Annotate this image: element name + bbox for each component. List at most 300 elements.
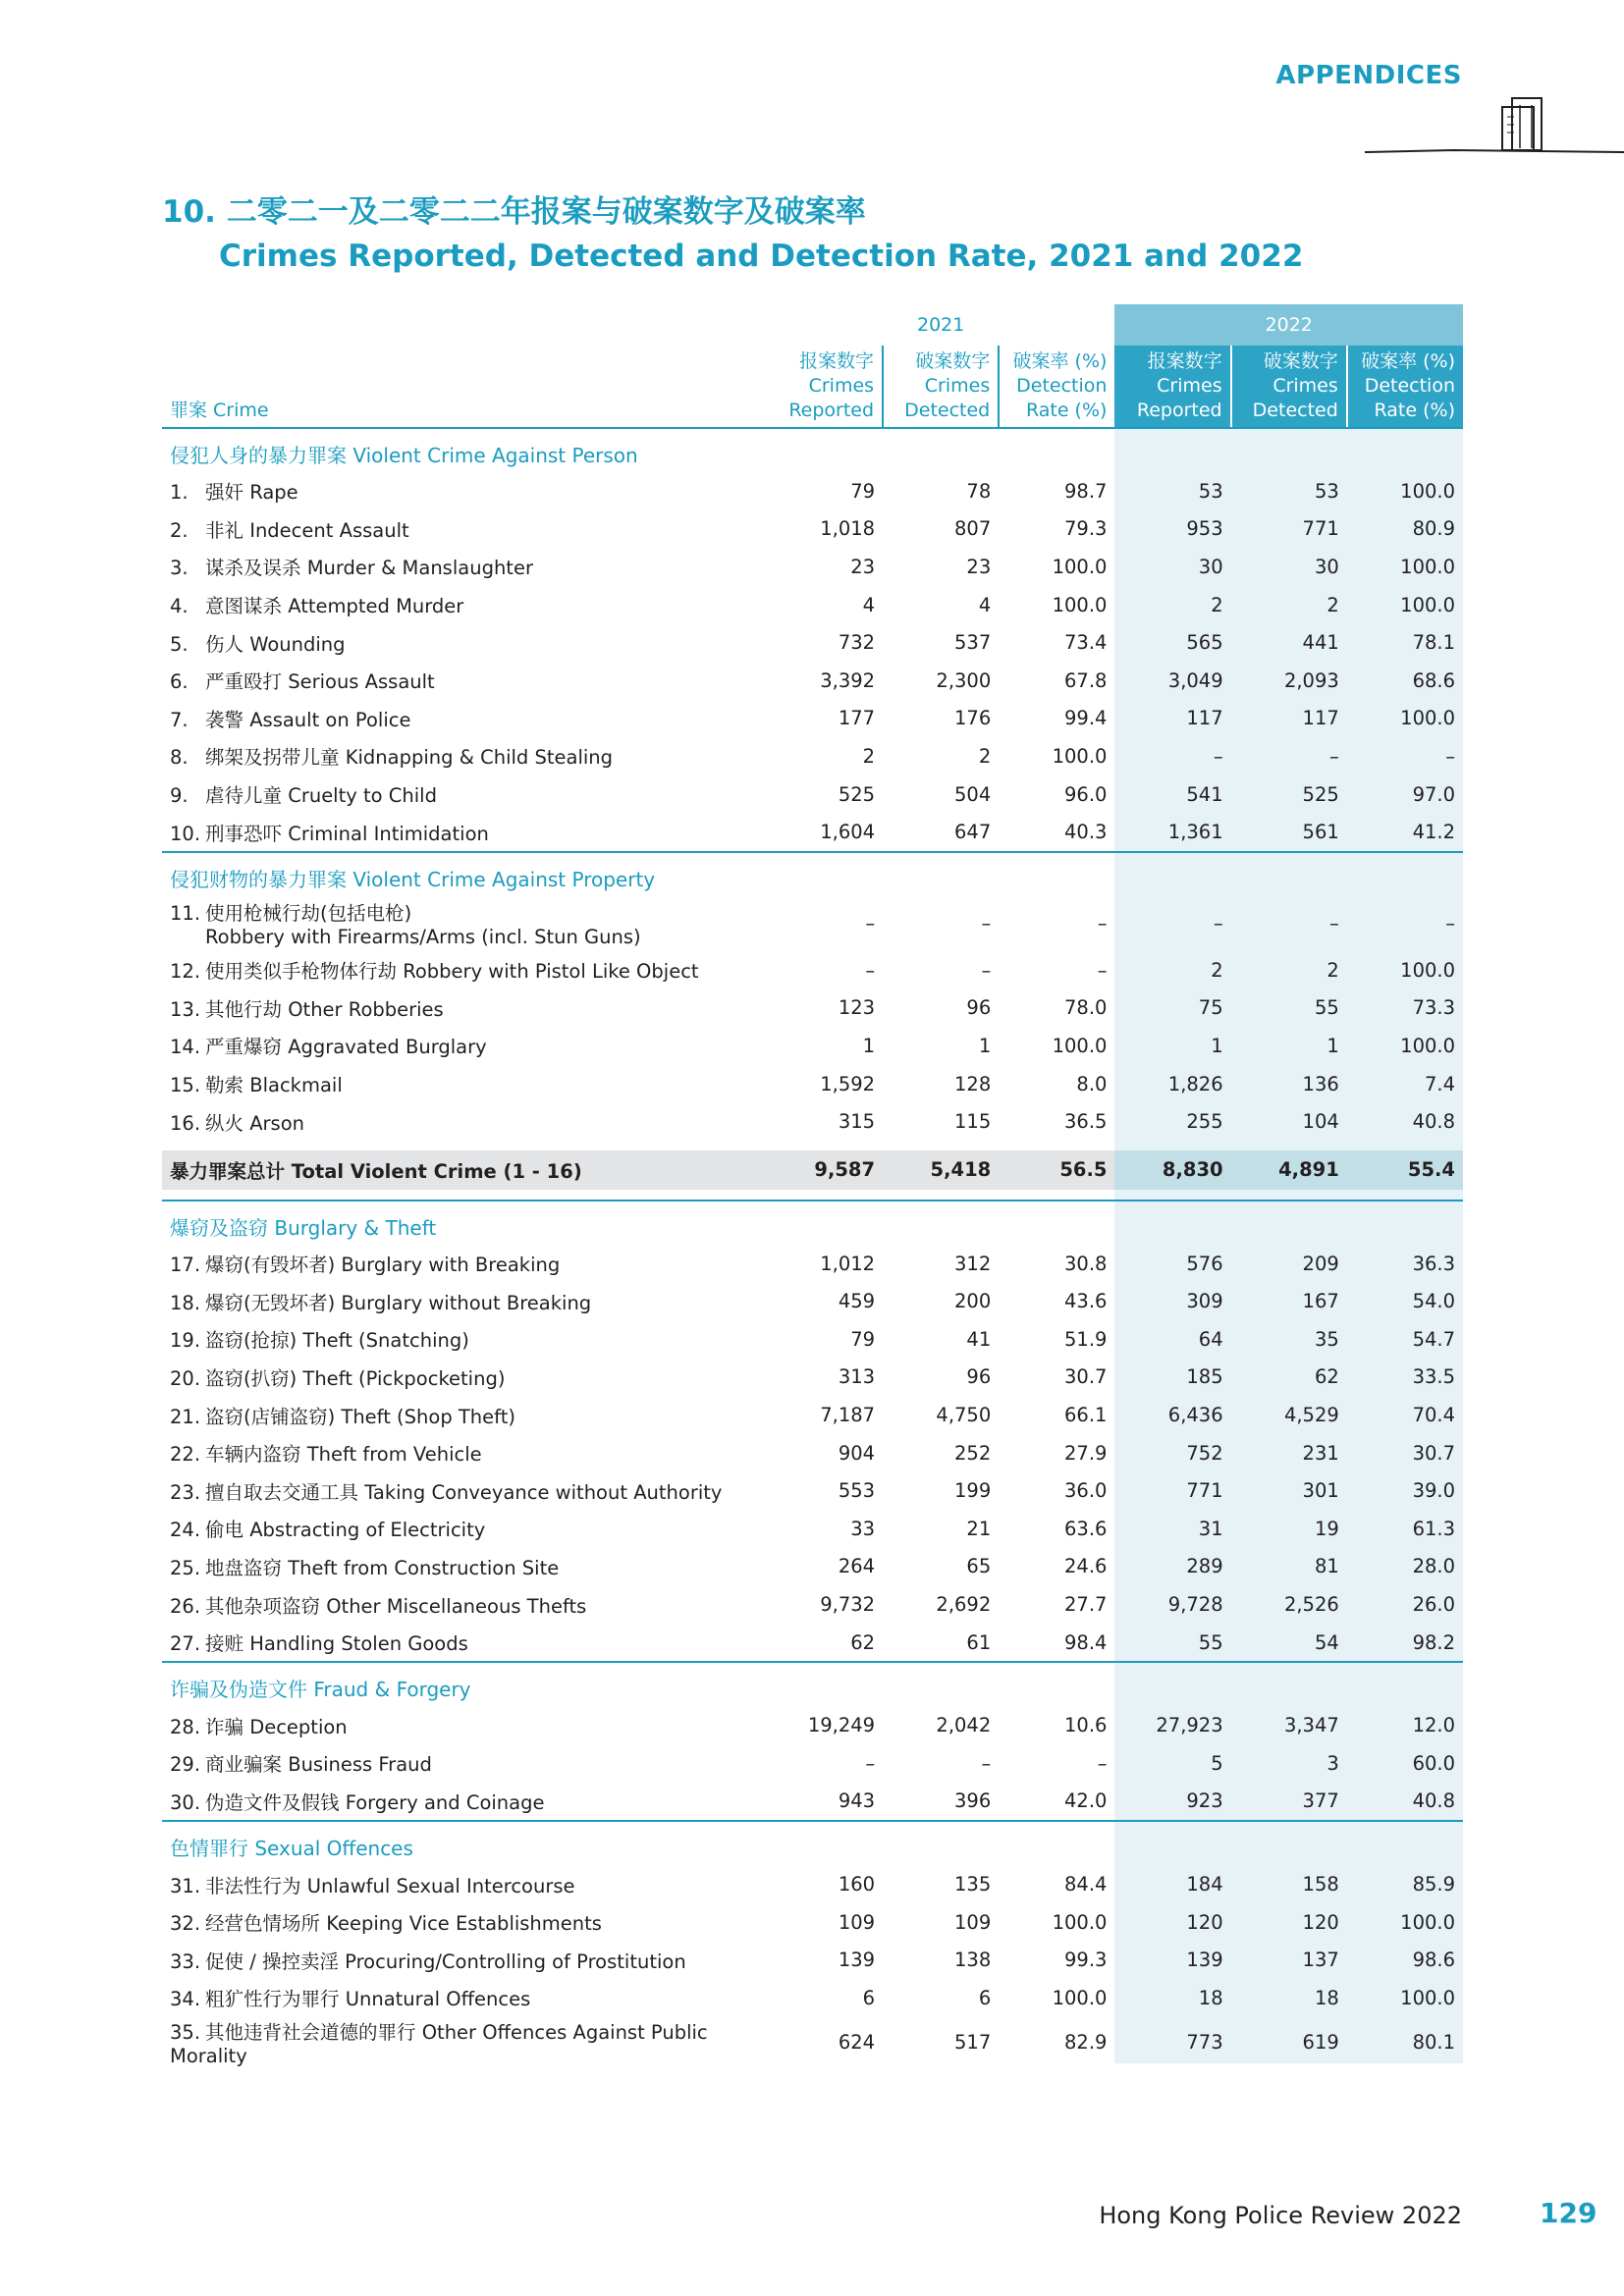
table-cell: 53 — [1198, 479, 1223, 503]
table-cell: 27.9 — [1064, 1441, 1108, 1465]
table-cell: 2 — [862, 744, 876, 768]
table-row — [162, 1744, 1463, 1783]
section-title: 诈骗及伪造文件 Fraud & Forgery — [162, 1662, 1463, 1706]
table-cell: 4 — [862, 593, 876, 616]
table-cell: – — [1213, 912, 1223, 935]
table-cell: 79 — [850, 1327, 876, 1351]
item-label: 非礼 Indecent Assault — [205, 518, 409, 542]
publication-name: Hong Kong Police Review 2022 — [1099, 2202, 1462, 2229]
table-cell: 56.5 — [999, 1150, 1114, 1190]
item-label: 袭警 Assault on Police — [205, 708, 411, 731]
table-cell: 30.8 — [1064, 1252, 1108, 1275]
table-cell: 200 — [954, 1290, 992, 1313]
item-number: 19. — [170, 1329, 201, 1353]
table-cell: – — [1445, 912, 1455, 935]
item-number: 18. — [170, 1291, 201, 1314]
table-row — [162, 896, 1463, 951]
table-cell: 1 — [1211, 1034, 1223, 1057]
table-cell: 619 — [1302, 2030, 1339, 2054]
table-cell: 84.4 — [1064, 1873, 1108, 1896]
table-cell: 61.3 — [1412, 1517, 1455, 1540]
table-cell: 36.3 — [1412, 1252, 1455, 1275]
table-row — [162, 586, 1463, 624]
table-cell: 2 — [1211, 593, 1223, 616]
item-number: 27. — [170, 1632, 201, 1656]
table-cell: – — [1097, 958, 1108, 982]
table-cell: 6,436 — [1167, 1404, 1223, 1427]
item-label: 诈骗 Deception — [205, 1715, 348, 1738]
table-cell: 199 — [954, 1479, 992, 1503]
table-cell: 1 — [1326, 1034, 1339, 1057]
crime-name — [162, 1320, 767, 1359]
table-cell: 773 — [1186, 2030, 1223, 2054]
table-cell: 377 — [1302, 1789, 1339, 1813]
crime-name — [162, 662, 767, 700]
crime-name — [162, 1359, 767, 1397]
table-cell: 8,830 — [1114, 1150, 1230, 1190]
crime-statistics-table — [162, 304, 1463, 2067]
item-number: 35. — [170, 2020, 201, 2044]
table-cell: 18 — [1198, 1986, 1223, 2009]
table-cell: 1,361 — [1167, 821, 1223, 844]
page-number: 129 — [1540, 2197, 1597, 2229]
item-label: 促使 / 操控卖淫 Procuring/Controlling of Prostitution — [205, 1949, 686, 1973]
table-row — [162, 700, 1463, 738]
table-cell: 459 — [838, 1290, 876, 1313]
item-number: 24. — [170, 1519, 201, 1542]
table-row — [162, 1548, 1463, 1586]
table-row — [162, 510, 1463, 549]
table-cell: 4,750 — [936, 1404, 992, 1427]
table-cell: 55 — [1198, 1630, 1223, 1654]
table-cell: 576 — [1186, 1252, 1223, 1275]
crime-name — [162, 1471, 767, 1510]
table-cell: 100.0 — [1052, 744, 1108, 768]
item-number: 20. — [170, 1366, 201, 1390]
table-cell: 3,049 — [1167, 668, 1223, 692]
item-number: 7. — [170, 708, 189, 731]
table-cell: 39.0 — [1412, 1479, 1455, 1503]
table-cell: 100.0 — [1400, 555, 1455, 578]
crime-name — [162, 896, 767, 951]
crime-name — [162, 1979, 767, 2017]
table-cell: 80.9 — [1412, 517, 1455, 541]
table-cell: 64 — [1198, 1327, 1223, 1351]
table-cell: 289 — [1186, 1555, 1223, 1578]
table-cell: 100.0 — [1052, 1910, 1108, 1934]
table-cell: – — [865, 958, 876, 982]
table-row — [162, 1783, 1463, 1822]
item-label: 意图谋杀 Attempted Murder — [205, 595, 464, 618]
table-cell: 624 — [838, 2030, 876, 2054]
item-label: 其他杂项盗窃 Other Miscellaneous Thefts — [205, 1594, 587, 1618]
reported-2022-header: 报案数字 Crimes Reported — [1114, 346, 1230, 428]
table-cell: 9,587 — [767, 1150, 883, 1190]
table-cell: 185 — [1186, 1365, 1223, 1389]
section-header — [162, 1662, 1463, 1706]
table-cell: 55 — [1314, 996, 1339, 1020]
table-cell: 6 — [978, 1986, 992, 2009]
crime-name — [162, 1744, 767, 1783]
table-cell: – — [981, 958, 992, 982]
table-cell: 5 — [1211, 1751, 1223, 1775]
table-cell: – — [1213, 744, 1223, 768]
item-number: 23. — [170, 1480, 201, 1504]
section-title: 色情罪行 Sexual Offences — [162, 1821, 1463, 1865]
item-number: 1. — [170, 481, 189, 505]
table-cell: 80.1 — [1412, 2030, 1455, 2054]
crime-name — [162, 1783, 767, 1822]
item-label: 绑架及拐带儿童 Kidnapping & Child Stealing — [205, 746, 614, 770]
item-number: 2. — [170, 518, 189, 542]
table-cell: 1,604 — [820, 821, 876, 844]
table-cell: 2,042 — [936, 1714, 992, 1737]
table-row — [162, 1865, 1463, 1903]
item-number: 21. — [170, 1405, 201, 1428]
table-cell: 120 — [1302, 1910, 1339, 1934]
table-cell: 19,249 — [807, 1714, 876, 1737]
table-cell: 2,526 — [1283, 1593, 1339, 1617]
table-row — [162, 775, 1463, 814]
table-cell: 43.6 — [1064, 1290, 1108, 1313]
table-cell: 396 — [954, 1789, 992, 1813]
item-number: 13. — [170, 997, 201, 1021]
crime-table-container — [162, 304, 1463, 2067]
table-cell: 98.6 — [1412, 1949, 1455, 1972]
table-cell: 66.1 — [1064, 1404, 1108, 1427]
table-row — [162, 1624, 1463, 1663]
table-cell: 62 — [850, 1630, 876, 1654]
total-violent-crime-row — [162, 1150, 1463, 1190]
table-row — [162, 1065, 1463, 1103]
table-cell: 21 — [966, 1517, 992, 1540]
item-number: 14. — [170, 1036, 201, 1059]
table-cell: 75 — [1198, 996, 1223, 1020]
table-cell: 98.7 — [1064, 479, 1108, 503]
table-cell: 31 — [1198, 1517, 1223, 1540]
table-row — [162, 662, 1463, 700]
item-label-english: Robbery with Firearms/Arms (incl. Stun Guns) — [205, 926, 641, 949]
table-cell: 2 — [1326, 958, 1339, 982]
table-cell: 9,732 — [820, 1593, 876, 1617]
item-number: 11. — [170, 902, 201, 926]
table-cell: 41.2 — [1412, 821, 1455, 844]
table-row — [162, 1706, 1463, 1744]
item-label: 伤人 Wounding — [205, 632, 346, 656]
item-label: 经营色情场所 Keeping Vice Establishments — [205, 1912, 602, 1936]
table-cell: 3,347 — [1283, 1714, 1339, 1737]
table-cell: 231 — [1302, 1441, 1339, 1465]
table-row — [162, 1979, 1463, 2017]
item-number: 17. — [170, 1254, 201, 1277]
item-label: 盗窃(抢掠) Theft (Snatching) — [205, 1329, 469, 1353]
item-label: 纵火 Arson — [205, 1111, 305, 1135]
table-cell: 4,891 — [1231, 1150, 1347, 1190]
table-row — [162, 989, 1463, 1028]
item-number: 32. — [170, 1912, 201, 1936]
table-cell: 115 — [954, 1110, 992, 1134]
crime-name — [162, 2017, 767, 2067]
crime-name — [162, 1865, 767, 1903]
table-cell: 252 — [954, 1441, 992, 1465]
table-row — [162, 1359, 1463, 1397]
table-cell: 82.9 — [1064, 2030, 1108, 2054]
table-cell: 96 — [966, 1365, 992, 1389]
crime-name — [162, 472, 767, 510]
table-cell: 8.0 — [1076, 1072, 1108, 1095]
table-cell: 23 — [850, 555, 876, 578]
table-cell: 51.9 — [1064, 1327, 1108, 1351]
item-number: 16. — [170, 1111, 201, 1135]
table-cell: 65 — [966, 1555, 992, 1578]
table-cell: 128 — [954, 1072, 992, 1095]
column-header-row — [162, 346, 1463, 428]
table-cell: 541 — [1186, 782, 1223, 806]
crime-name — [162, 1396, 767, 1434]
item-number: 5. — [170, 632, 189, 656]
table-row — [162, 1510, 1463, 1548]
crime-name — [162, 1065, 767, 1103]
table-cell: 160 — [838, 1873, 876, 1896]
year-2021-header: 2021 — [916, 314, 965, 336]
table-cell: 732 — [838, 631, 876, 655]
table-cell: 99.4 — [1064, 707, 1108, 730]
section-header — [162, 1821, 1463, 1865]
table-cell: 30.7 — [1412, 1441, 1455, 1465]
table-cell: 2 — [1326, 593, 1339, 616]
table-cell: 1,826 — [1167, 1072, 1223, 1095]
table-cell: 117 — [1186, 707, 1223, 730]
table-cell: 647 — [954, 821, 992, 844]
item-number: 15. — [170, 1074, 201, 1097]
table-cell: 79.3 — [1064, 517, 1108, 541]
table-row — [162, 1320, 1463, 1359]
table-cell: 30 — [1314, 555, 1339, 578]
table-cell: 2,300 — [936, 668, 992, 692]
year-header-row — [162, 304, 1463, 346]
table-cell: 138 — [954, 1949, 992, 1972]
crime-name — [162, 775, 767, 814]
table-cell: 53 — [1314, 479, 1339, 503]
item-label: 爆窃(有毁坏者) Burglary with Breaking — [205, 1254, 561, 1277]
table-cell: 537 — [954, 631, 992, 655]
crime-name — [162, 1510, 767, 1548]
table-cell: 63.6 — [1064, 1517, 1108, 1540]
table-row — [162, 951, 1463, 989]
table-row — [162, 1941, 1463, 1979]
table-cell: 135 — [954, 1873, 992, 1896]
table-cell: 100.0 — [1052, 1986, 1108, 2009]
item-label: 接赃 Handling Stolen Goods — [205, 1632, 468, 1656]
crime-name — [162, 1102, 767, 1141]
item-label: 非法性行为 Unlawful Sexual Intercourse — [205, 1874, 575, 1897]
table-cell: 2,692 — [936, 1593, 992, 1617]
table-cell: 301 — [1302, 1479, 1339, 1503]
table-cell: 561 — [1302, 821, 1339, 844]
table-cell: 1,018 — [820, 517, 876, 541]
item-number: 31. — [170, 1874, 201, 1897]
item-label: 虐待儿童 Cruelty to Child — [205, 784, 437, 808]
table-row — [162, 813, 1463, 852]
table-cell: 441 — [1302, 631, 1339, 655]
item-label: 爆窃(无毁坏者) Burglary without Breaking — [205, 1291, 592, 1314]
table-cell: – — [981, 1751, 992, 1775]
section-title: 爆窃及盗窃 Burglary & Theft — [162, 1201, 1463, 1245]
table-cell: 18 — [1314, 1986, 1339, 2009]
table-cell: 184 — [1186, 1873, 1223, 1896]
table-cell: 40.8 — [1412, 1789, 1455, 1813]
table-cell: 5,418 — [883, 1150, 999, 1190]
table-row — [162, 2017, 1463, 2067]
crime-name — [162, 737, 767, 775]
item-label: 粗犷性行为罪行 Unnatural Offences — [205, 1988, 531, 2011]
table-cell: 100.0 — [1400, 1986, 1455, 2009]
table-cell: 6 — [862, 1986, 876, 2009]
item-number: 22. — [170, 1443, 201, 1467]
table-cell: 100.0 — [1400, 707, 1455, 730]
item-label: 偷电 Abstracting of Electricity — [205, 1519, 486, 1542]
table-cell: 9,728 — [1167, 1593, 1223, 1617]
item-label: 勒索 Blackmail — [205, 1074, 343, 1097]
table-cell: 81 — [1314, 1555, 1339, 1578]
table-cell: 78.1 — [1412, 631, 1455, 655]
item-label: 谋杀及误杀 Murder & Manslaughter — [205, 557, 533, 580]
item-number: 29. — [170, 1753, 201, 1777]
table-cell: 12.0 — [1412, 1714, 1455, 1737]
item-number: 34. — [170, 1988, 201, 2011]
table-cell: 36.0 — [1064, 1479, 1108, 1503]
crime-name — [162, 586, 767, 624]
table-cell: 55.4 — [1347, 1150, 1463, 1190]
reported-2021-header: 报案数字 Crimes Reported — [767, 346, 883, 428]
table-cell: 517 — [954, 2030, 992, 2054]
table-cell: 100.0 — [1052, 555, 1108, 578]
table-cell: 1,012 — [820, 1252, 876, 1275]
building-logo-icon — [1365, 93, 1624, 157]
table-cell: 807 — [954, 517, 992, 541]
item-label: 刑事恐吓 Criminal Intimidation — [205, 822, 489, 845]
table-cell: 315 — [838, 1110, 876, 1134]
table-cell: 67.8 — [1064, 668, 1108, 692]
item-number: 10. — [170, 822, 201, 845]
table-cell: 309 — [1186, 1290, 1223, 1313]
item-label: 商业骗案 Business Fraud — [205, 1753, 432, 1777]
item-label: 其他违背社会道德的罪行 Other Offences Against Public Morality — [170, 2020, 708, 2067]
item-label: 其他行劫 Other Robberies — [205, 997, 444, 1021]
table-cell: 33.5 — [1412, 1365, 1455, 1389]
table-cell: 953 — [1186, 517, 1223, 541]
table-cell: – — [1329, 912, 1339, 935]
crime-name — [162, 1941, 767, 1979]
item-label: 强奸 Rape — [205, 481, 298, 505]
crime-name — [162, 1283, 767, 1321]
table-row — [162, 623, 1463, 662]
table-cell: 104 — [1302, 1110, 1339, 1134]
table-cell: 100.0 — [1400, 593, 1455, 616]
table-cell: 98.4 — [1064, 1630, 1108, 1654]
table-cell: 123 — [838, 996, 876, 1020]
table-cell: 100.0 — [1400, 1910, 1455, 1934]
table-cell: 177 — [838, 707, 876, 730]
table-cell: 4,529 — [1283, 1404, 1339, 1427]
table-cell: 96.0 — [1064, 782, 1108, 806]
table-cell: 771 — [1302, 517, 1339, 541]
crime-name — [162, 1903, 767, 1942]
table-cell: 117 — [1302, 707, 1339, 730]
table-cell: 68.6 — [1412, 668, 1455, 692]
item-number: 8. — [170, 746, 189, 770]
crime-name — [162, 1624, 767, 1663]
crime-name — [162, 1706, 767, 1744]
table-cell: – — [1097, 912, 1108, 935]
table-cell: 100.0 — [1400, 958, 1455, 982]
table-cell: 28.0 — [1412, 1555, 1455, 1578]
table-cell: 1 — [862, 1034, 876, 1057]
item-label: 地盘盗窃 Theft from Construction Site — [205, 1556, 560, 1579]
crime-name — [162, 1585, 767, 1624]
table-row — [162, 1396, 1463, 1434]
item-number: 4. — [170, 595, 189, 618]
year-2022-header: 2022 — [1114, 304, 1463, 346]
table-cell: 7,187 — [820, 1404, 876, 1427]
crime-name — [162, 700, 767, 738]
crime-name — [162, 951, 767, 989]
table-cell: 255 — [1186, 1110, 1223, 1134]
item-label: 使用枪械行劫(包括电枪) — [205, 902, 412, 926]
crime-column-header: 罪案 Crime — [162, 346, 767, 428]
table-cell: – — [981, 912, 992, 935]
item-number: 6. — [170, 670, 189, 694]
table-cell: 136 — [1302, 1072, 1339, 1095]
table-cell: 30.7 — [1064, 1365, 1108, 1389]
rate-2021-header: 破案率 (%) Detection Rate (%) — [999, 346, 1114, 428]
crime-name — [162, 1027, 767, 1065]
table-cell: 99.3 — [1064, 1949, 1108, 1972]
table-cell: 78.0 — [1064, 996, 1108, 1020]
table-cell: 54.7 — [1412, 1327, 1455, 1351]
detected-2022-header: 破案数字 Crimes Detected — [1231, 346, 1347, 428]
table-cell: 54 — [1314, 1630, 1339, 1654]
table-cell: 62 — [1314, 1365, 1339, 1389]
table-cell: 54.0 — [1412, 1290, 1455, 1313]
table-cell: 771 — [1186, 1479, 1223, 1503]
item-number: 33. — [170, 1949, 201, 1973]
crime-name — [162, 623, 767, 662]
page-title — [162, 187, 1303, 274]
item-label: 严重殴打 Serious Assault — [205, 670, 435, 694]
rate-2022-header: 破案率 (%) Detection Rate (%) — [1347, 346, 1463, 428]
table-cell: – — [865, 1751, 876, 1775]
title-chinese: 10. 二零二一及二零二二年报案与破案数字及破案率 — [162, 194, 866, 230]
table-cell: 79 — [850, 479, 876, 503]
table-cell: 167 — [1302, 1290, 1339, 1313]
table-cell: 33 — [850, 1517, 876, 1540]
table-row — [162, 1903, 1463, 1942]
section-header — [162, 852, 1463, 896]
table-row — [162, 1102, 1463, 1141]
table-row — [162, 737, 1463, 775]
item-number: 3. — [170, 557, 189, 580]
table-cell: 73.4 — [1064, 631, 1108, 655]
table-row — [162, 472, 1463, 510]
table-cell: 30 — [1198, 555, 1223, 578]
table-cell: 27,923 — [1156, 1714, 1223, 1737]
table-cell: 36.5 — [1064, 1110, 1108, 1134]
table-cell: 70.4 — [1412, 1404, 1455, 1427]
item-label: 伪造文件及假钱 Forgery and Coinage — [205, 1790, 545, 1814]
crime-name — [162, 813, 767, 852]
section-title: 侵犯人身的暴力罪案 Violent Crime Against Person — [162, 428, 1463, 472]
